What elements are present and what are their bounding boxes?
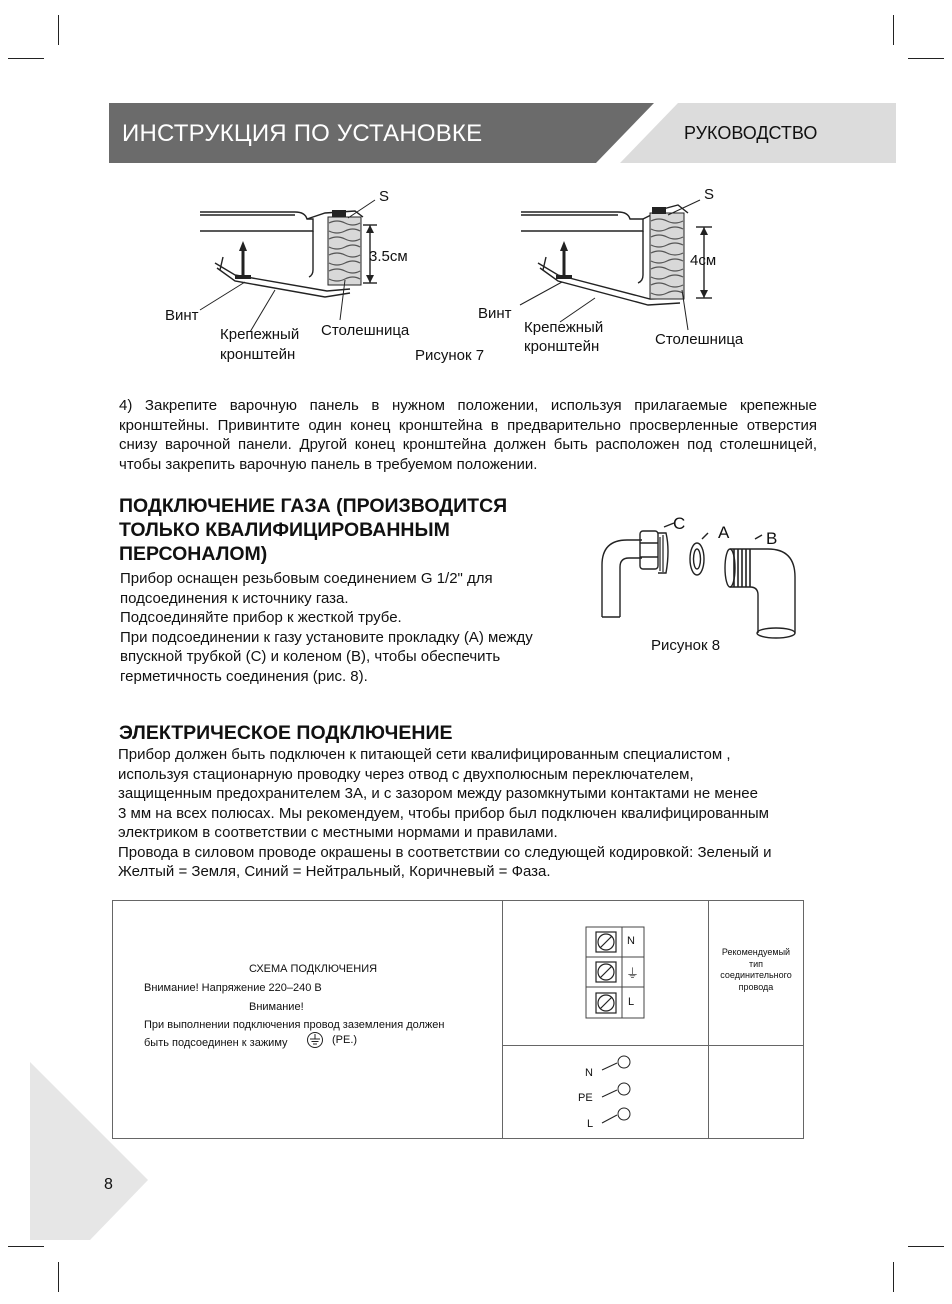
figure-7-left-bracket-label-1: Крепежный <box>220 326 300 343</box>
page-number: 8 <box>104 1176 113 1193</box>
figure-8-label-a: A <box>718 523 730 542</box>
figure-7-right-dimension: 4см <box>690 252 717 269</box>
figure-7-right-countertop-label: Столешница <box>655 331 744 348</box>
figure-7-caption: Рисунок 7 <box>415 347 485 364</box>
attention-label: Внимание! <box>249 1001 304 1013</box>
table-border <box>803 900 804 1139</box>
gas-text-line: подсоединения к источнику газа. <box>120 589 349 607</box>
ground-note-line-1: При выполнении подключения провод заземления должен <box>144 1019 445 1031</box>
electric-text-line: Провода в силовом проводе окрашены в соответствии со следующей кодировкой: Зеленый и <box>118 843 772 861</box>
recommended-line: тип <box>748 958 764 969</box>
table-border <box>112 900 804 901</box>
crop-mark <box>58 1262 59 1292</box>
table-border <box>502 900 503 1139</box>
electric-text-line: защищенным предохранителем 3А, и с зазором между разомкнутыми контактами не менее <box>118 785 758 802</box>
wire-label-n: N <box>585 1067 593 1079</box>
recommended-cable-note <box>712 947 800 993</box>
ground-note-line-3: (PE.) <box>332 1034 358 1046</box>
figure-7-right-s-label: S <box>704 186 715 203</box>
figure-7-left-bracket-label-2: кронштейн <box>220 346 296 363</box>
crop-mark <box>893 15 894 45</box>
recommended-line: провода <box>738 981 774 992</box>
crop-mark <box>893 1262 894 1292</box>
gas-text <box>120 569 533 686</box>
gas-text-line: впускной трубкой (C) и коленом (B), чтобы обеспечить <box>120 648 501 665</box>
crop-mark <box>8 58 44 59</box>
terminal-label-l: L <box>628 996 635 1008</box>
gas-heading-line: ПОДКЛЮЧЕНИЕ ГАЗА (ПРОИЗВОДИТСЯ <box>119 495 508 517</box>
gas-text-line: При подсоединении к газу установите прокладку (A) между <box>120 628 533 646</box>
page-corner-shape <box>30 1062 150 1240</box>
electric-heading: ЭЛЕКТРИЧЕСКОЕ ПОДКЛЮЧЕНИЕ <box>119 722 453 744</box>
electric-text <box>118 745 771 882</box>
wire-label-pe: PE <box>578 1092 593 1104</box>
crop-mark <box>908 58 944 59</box>
recommended-line: соединительного <box>720 970 792 980</box>
step-4-text: 4) Закрепите варочную панель в нужном положении, используя прилагаемые крепежные кронштейны. Привинтите один конец кронштейна в предварительно просверленные отверстия снизу варочной панели. Другой конец кронштейна должен быть расположен под столешницей, чтобы закрепить варочную панель в требуемом положении. <box>119 397 817 473</box>
ground-note-line-2: быть подсоединен к зажиму <box>144 1037 288 1049</box>
figure-8-label-c: C <box>673 514 686 533</box>
figure-7-left-dimension: 3.5см <box>369 248 408 265</box>
figure-8-label-b: B <box>766 529 778 548</box>
gas-heading-line: ТОЛЬКО КВАЛИФИЦИРОВАННЫМ <box>119 519 450 541</box>
electric-text-line: электриком в соответствии с местными нормами и правилами. <box>118 824 558 841</box>
wire-label-l: L <box>587 1118 594 1130</box>
table-border <box>708 900 709 1139</box>
scheme-title: СХЕМА ПОДКЛЮЧЕНИЯ <box>249 963 378 975</box>
figure-7-left-countertop-label: Столешница <box>321 322 410 339</box>
voltage-warning: Внимание! Напряжение 220–240 В <box>144 982 322 994</box>
figure-7-right-screw-label: Винт <box>478 305 512 322</box>
gas-heading <box>119 494 507 566</box>
figure-7-left-screw-label: Винт <box>165 307 199 324</box>
header-subtitle: РУКОВОДСТВО <box>684 123 818 143</box>
gas-text-line: герметичность соединения (рис. 8). <box>120 667 368 685</box>
figure-7-right-bracket-label-2: кронштейн <box>524 338 600 355</box>
figure-7-left-s-label: S <box>379 188 390 205</box>
recommended-line: Рекомендуемый <box>721 947 791 957</box>
crop-mark <box>908 1246 944 1247</box>
gas-text-line: Подсоединяйте прибор к жесткой трубе. <box>120 609 402 626</box>
electric-text-line: 3 мм на всех полюсах. Мы рекомендуем, чтобы прибор был подключен квалифицированным <box>118 804 769 822</box>
terminal-label-n: N <box>627 935 635 947</box>
header-title: ИНСТРУКЦИЯ ПО УСТАНОВКЕ <box>122 120 483 147</box>
electric-text-line: Прибор должен быть подключен к питающей сети квалифицированным специалистом , <box>118 746 731 763</box>
figure-8-caption: Рисунок 8 <box>651 637 721 654</box>
terminal-label-ground: ⏚ <box>626 966 640 981</box>
gas-heading-line: ПЕРСОНАЛОМ) <box>119 543 268 565</box>
wire-ends-diagram <box>598 1052 638 1132</box>
table-border <box>112 1138 804 1139</box>
figure-7-left-leaders <box>180 190 380 340</box>
electric-text-line: Желтый = Земля, Синий = Нейтральный, Коричневый = Фаза. <box>118 863 551 880</box>
figure-7-right-bracket-label-1: Крепежный <box>524 319 604 336</box>
table-border <box>502 1045 804 1046</box>
crop-mark <box>58 15 59 45</box>
electric-text-line: используя стационарную проводку через отвод с двухполюсным переключателем, <box>118 765 694 783</box>
gas-text-line: Прибор оснащен резьбовым соединением G 1/2" для <box>120 570 493 587</box>
ground-symbol-icon <box>306 1031 324 1049</box>
crop-mark <box>8 1246 44 1247</box>
figure-7-right-leaders <box>500 190 710 340</box>
